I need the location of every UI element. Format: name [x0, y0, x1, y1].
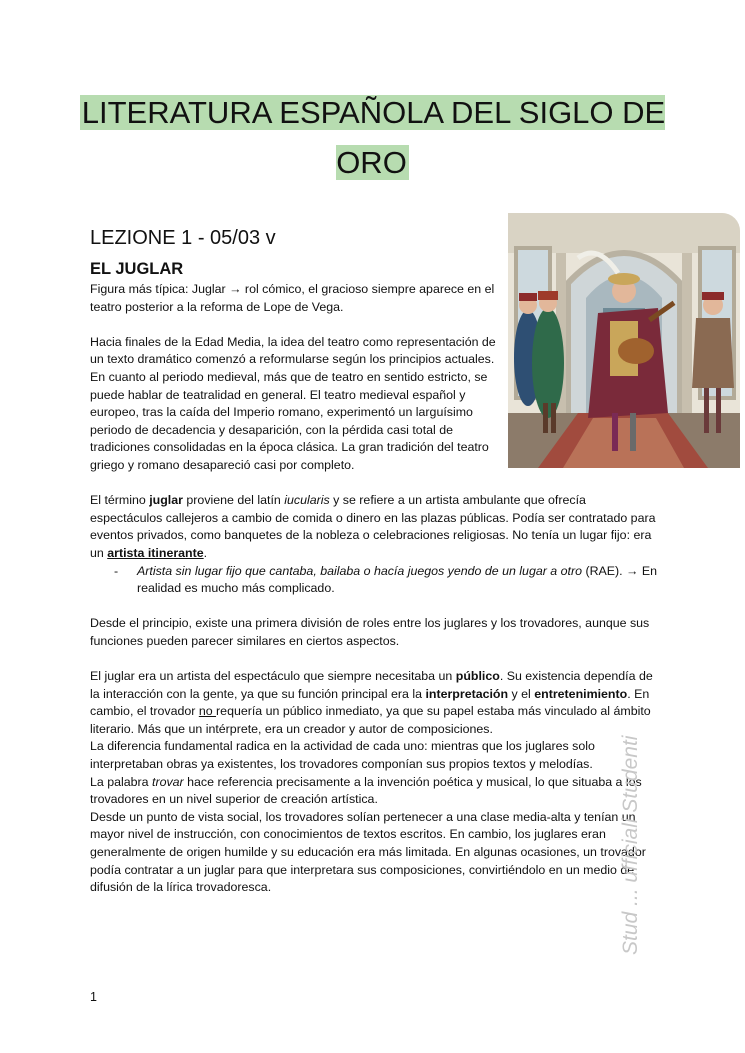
rae-note: (RAE). → En realidad es mucho más complicado. — [137, 563, 658, 596]
term-iucularis: iucularis — [284, 493, 330, 508]
p7-text-c: hace referencia precisamente a la invención poética y musical, lo que situaba a los trovadores en un nivel superior de creación artística. — [90, 774, 642, 807]
section-heading: EL JUGLAR — [90, 260, 184, 278]
paragraph-fundamental-difference: La diferencia fundamental radica en la actividad de cada uno: mientras que los juglares solo interpretaban obras ya existentes, los trovadores componían sus propios textos y melodías. — [90, 739, 595, 772]
paragraph-trovar — [90, 774, 658, 809]
term-trovar: trovar — [152, 774, 184, 789]
rae-definition: Artista sin lugar fijo que cantaba, bailaba o hacía juegos yendo de un lugar a otro — [137, 563, 582, 578]
p5-text-a: El juglar era un artista del espectáculo que siempre necesitaba un — [90, 669, 456, 684]
page-number: 1 — [90, 990, 97, 1004]
paragraph-intro: Figura más típica: Juglar → rol cómico, el gracioso siempre aparece en el teatro posterior a la reforma de Lope de Vega. — [90, 282, 495, 314]
term-entretenimiento: entretenimiento — [534, 686, 628, 701]
list-item-rae-definition — [90, 563, 658, 598]
p5-text-i: requería un público inmediato, ya que su papel estaba más vinculado al ámbito literario. Más que un intérprete, era un creador y autor de composiciones. — [90, 704, 651, 736]
paragraph-juglar-term — [90, 492, 658, 562]
body-text — [90, 281, 658, 897]
paragraph-juglar-vs-trovador — [90, 668, 658, 738]
document-title — [60, 88, 685, 188]
document-title-highlight: LITERATURA ESPAÑOLA DEL SIGLO DE ORO — [81, 95, 666, 180]
term-artista-itinerante: artista itinerante — [107, 545, 204, 560]
p3-text-g: . — [203, 545, 208, 560]
p5-text-c: . Su existencia dependía de la interacción con la gente, ya que su función principal era la — [90, 669, 653, 701]
p7-text-a: La palabra — [90, 774, 153, 789]
p3-text-c: proviene del latín — [182, 493, 285, 508]
term-juglar: juglar — [149, 493, 183, 508]
term-interpretacion: interpretación — [425, 686, 509, 701]
p5-text-g: . En cambio, el trovador — [90, 686, 650, 719]
p3-text-a: El término — [90, 493, 150, 508]
lesson-heading: LEZIONE 1 - 05/03 v — [90, 227, 276, 249]
p5-text-e: y el — [508, 686, 535, 701]
paragraph-roles-division: Desde el principio, existe una primera división de roles entre los juglares y los trovadores, aunque sus funciones pueden parecer similares en ciertos aspectos. — [90, 616, 650, 648]
term-no: no — [198, 704, 217, 719]
p3-text-e: y se refiere a un artista ambulante que ofrecía espectáculos callejeros a cambio de comida o dinero en las plazas públicas. Podía ser contratado para eventos privados, como banquetes de la nobleza o celebraciones religiosas. No tenía un lugar fijo: era un — [90, 493, 656, 560]
list-bullet: - — [114, 563, 119, 578]
watermark-text: Stud ... ufficiali Studenti — [619, 735, 642, 955]
paragraph-social-view: Desde un punto de vista social, los trovadores solían pertenecer a una clase media-alta y tenían un mayor nivel de instrucción, con conocimientos de textos escritos. En cambio, los juglares eran generalmente de origen humilde y su educación era más limitada. En algunas ocasiones, un trovador podía contratar a un juglar para que interpretara sus composiciones, convirtiéndolo en un medio de difusión de la lírica trovadoresca. — [90, 809, 646, 895]
paragraph-medieval-theatre: Hacia finales de la Edad Media, la idea del teatro como representación de un texto dramático comenzó a reformularse según los principios actuales. En cuanto al periodo medieval, más que de teatro en sentido estricto, se puede hablar de teatralidad en general. El teatro medieval español y europeo, tras la caída del Imperio romano, experimentó un larguísimo periodo de decadencia y desaparición, con la pérdida casi total de tradiciones consolidadas en la época clásica. La gran tradición del teatro griego y romano desapareció casi por completo. — [90, 334, 496, 472]
term-publico: público — [455, 669, 500, 684]
